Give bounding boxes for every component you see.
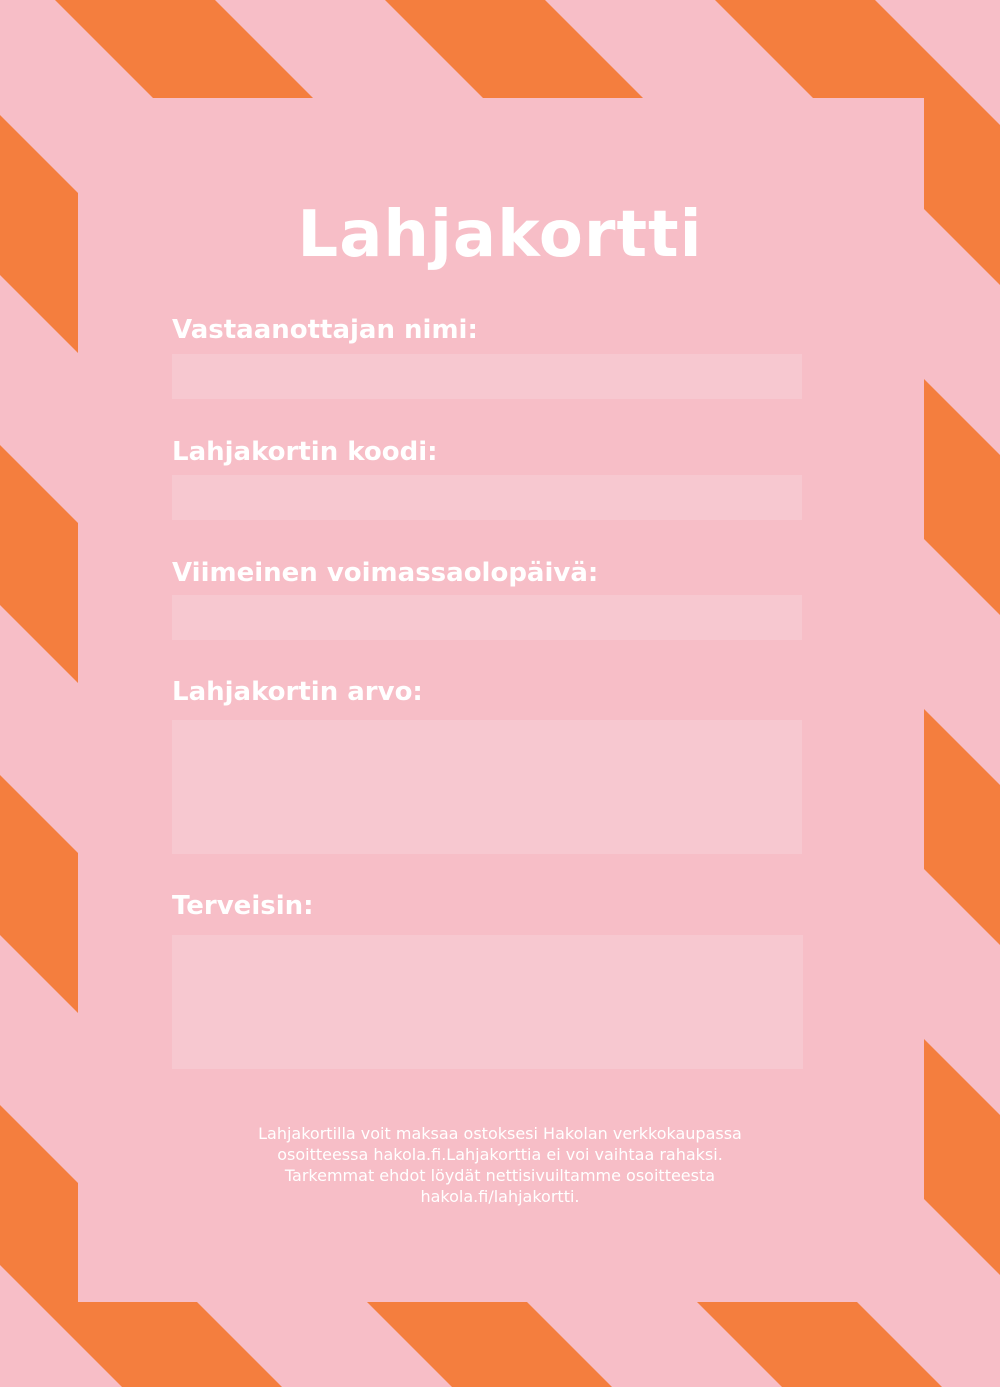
terms-line: Lahjakortilla voit maksaa ostoksesi Hakolan verkkokaupassa bbox=[258, 1124, 742, 1143]
expiry-date-label: Viimeinen voimassaolopäivä: bbox=[172, 558, 599, 588]
gift-card-code-field[interactable] bbox=[172, 475, 802, 520]
terms-line: Tarkemmat ehdot löydät nettisivuiltamme osoitteesta bbox=[284, 1166, 716, 1185]
greetings-label: Terveisin: bbox=[172, 891, 314, 921]
recipient-name-label: Vastaanottajan nimi: bbox=[172, 315, 478, 345]
expiry-date-field[interactable] bbox=[172, 595, 802, 640]
card-title: Lahjakortti bbox=[297, 198, 703, 272]
gift-card-value-field[interactable] bbox=[172, 720, 802, 854]
recipient-name-field[interactable] bbox=[172, 354, 802, 399]
terms-line: hakola.fi/lahjakortti. bbox=[420, 1187, 580, 1206]
terms-text bbox=[172, 1123, 828, 1207]
gift-card-value-label: Lahjakortin arvo: bbox=[172, 677, 423, 707]
greetings-field[interactable] bbox=[172, 935, 803, 1069]
gift-card-code-label: Lahjakortin koodi: bbox=[172, 437, 438, 467]
terms-line: osoitteessa hakola.fi.Lahjakorttia ei voi vaihtaa rahaksi. bbox=[277, 1145, 723, 1164]
